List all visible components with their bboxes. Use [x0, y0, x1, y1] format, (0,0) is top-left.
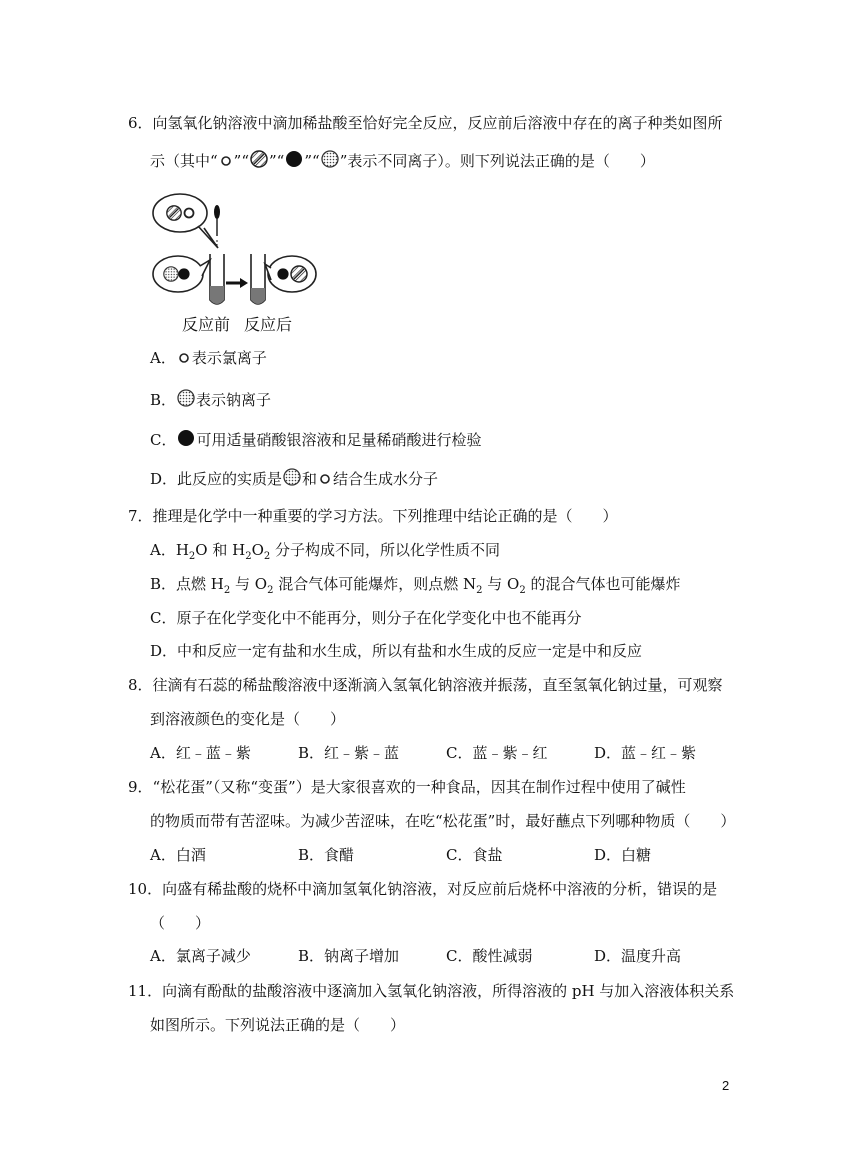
q6-stem-line2: 示（其中“ ”“ ”“ ”“ ”表示不同离子）。则下列说法正确的是（ ）	[150, 149, 655, 171]
q9-stem-line2: 的物质而带有苦涩味。为减少苦涩味，在吃“松花蛋”时，最好蘸点下列哪种物质（ ）	[150, 812, 736, 830]
test-tube-after	[251, 254, 265, 304]
q10-option-a: A．氯离子减少	[150, 947, 251, 965]
q10-options	[150, 946, 742, 966]
figure-label-after: 反应后	[244, 317, 293, 334]
q7-option-b: B．点燃 $H_2$ 与 $O_2$ 混合气体可能爆炸，则点燃 $N_2$ 与 $O_2$ 的混合气体也可能爆炸	[150, 575, 681, 596]
dropper-ion-bubble	[153, 194, 218, 248]
q9-option-c: C．食盐	[446, 846, 503, 864]
hollow-circle-icon	[218, 153, 234, 169]
q9-stem-line1: 9．“松花蛋”（又称“变蛋”）是大家很喜欢的一种食品，因其在制作过程中使用了碱性	[128, 778, 686, 796]
solid-circle-icon	[284, 149, 304, 169]
hatched-circle-icon	[249, 149, 269, 169]
q8-option-c: C．蓝﹣紫﹣红	[446, 744, 548, 762]
arrow-right-icon	[226, 278, 248, 288]
hollow-circle-icon	[317, 471, 333, 487]
q10-option-d: D．温度升高	[594, 947, 682, 965]
test-tube-before	[210, 254, 224, 304]
q8-stem-line2: 到溶液颜色的变化是（ ）	[150, 710, 346, 728]
q6-reaction-figure	[150, 188, 320, 313]
q6-option-c: C． 可用适量硝酸银溶液和足量稀硝酸进行检验	[150, 428, 482, 450]
q10-option-b: B．钠离子增加	[298, 947, 400, 965]
dotted-circle-icon	[176, 388, 196, 408]
q10-stem-line2: （ ）	[150, 914, 211, 932]
solid-circle-icon	[176, 428, 196, 448]
q6-stem-line1: 6．向氢氧化钠溶液中滴加稀盐酸至恰好完全反应，反应前后溶液中存在的离子种类如图所	[128, 114, 723, 132]
dotted-circle-icon	[282, 467, 302, 487]
q9-option-b: B．食醋	[298, 846, 355, 864]
q8-option-b: B．红﹣紫﹣蓝	[298, 744, 400, 762]
q7-option-a: A．$H_2O$ 和 $H_2O_2$ 分子构成不同，所以化学性质不同	[150, 541, 501, 562]
q7-stem: 7．推理是化学中一种重要的学习方法。下列推理中结论正确的是（ ）	[128, 507, 618, 525]
q8-options	[150, 743, 742, 763]
dotted-circle-icon	[320, 149, 340, 169]
q6-option-a: A． 表示氯离子	[150, 349, 267, 367]
q7-option-c: C．原子在化学变化中不能再分，则分子在化学变化中也不能再分	[150, 609, 582, 627]
q7-option-d: D．中和反应一定有盐和水生成，所以有盐和水生成的反应一定是中和反应	[150, 642, 643, 660]
q11-stem-line2: 如图所示。下列说法正确的是（ ）	[150, 1016, 406, 1034]
q6-option-b: B． 表示钠离子	[150, 388, 271, 410]
page-number: 2	[722, 1078, 730, 1093]
after-ion-bubble	[265, 256, 316, 292]
q9-option-d: D．白糖	[594, 846, 652, 864]
q10-option-c: C．酸性减弱	[446, 947, 533, 965]
hollow-circle-icon	[176, 350, 192, 366]
q10-stem-line1: 10．向盛有稀盐酸的烧杯中滴加氢氧化钠溶液，对反应前后烧杯中溶液的分析，错误的是	[128, 880, 718, 898]
q8-option-a: A．红﹣蓝﹣紫	[150, 744, 251, 762]
q8-option-d: D．蓝﹣红﹣紫	[594, 744, 697, 762]
q6-option-d: D．此反应的实质是 和 结合生成水分子	[150, 467, 438, 489]
q9-options	[150, 845, 742, 865]
q9-option-a: A．白酒	[150, 846, 206, 864]
q11-stem-line1: 11．向滴有酚酞的盐酸溶液中逐滴加入氢氧化钠溶液，所得溶液的 pH 与加入溶液体积关系	[128, 982, 735, 1000]
before-ion-bubble	[153, 256, 210, 292]
figure-label-before: 反应前	[182, 317, 231, 334]
dropper-icon	[214, 205, 220, 248]
q8-stem-line1: 8．往滴有石蕊的稀盐酸溶液中逐渐滴入氢氧化钠溶液并振荡，直至氢氧化钠过量，可观察	[128, 676, 723, 694]
